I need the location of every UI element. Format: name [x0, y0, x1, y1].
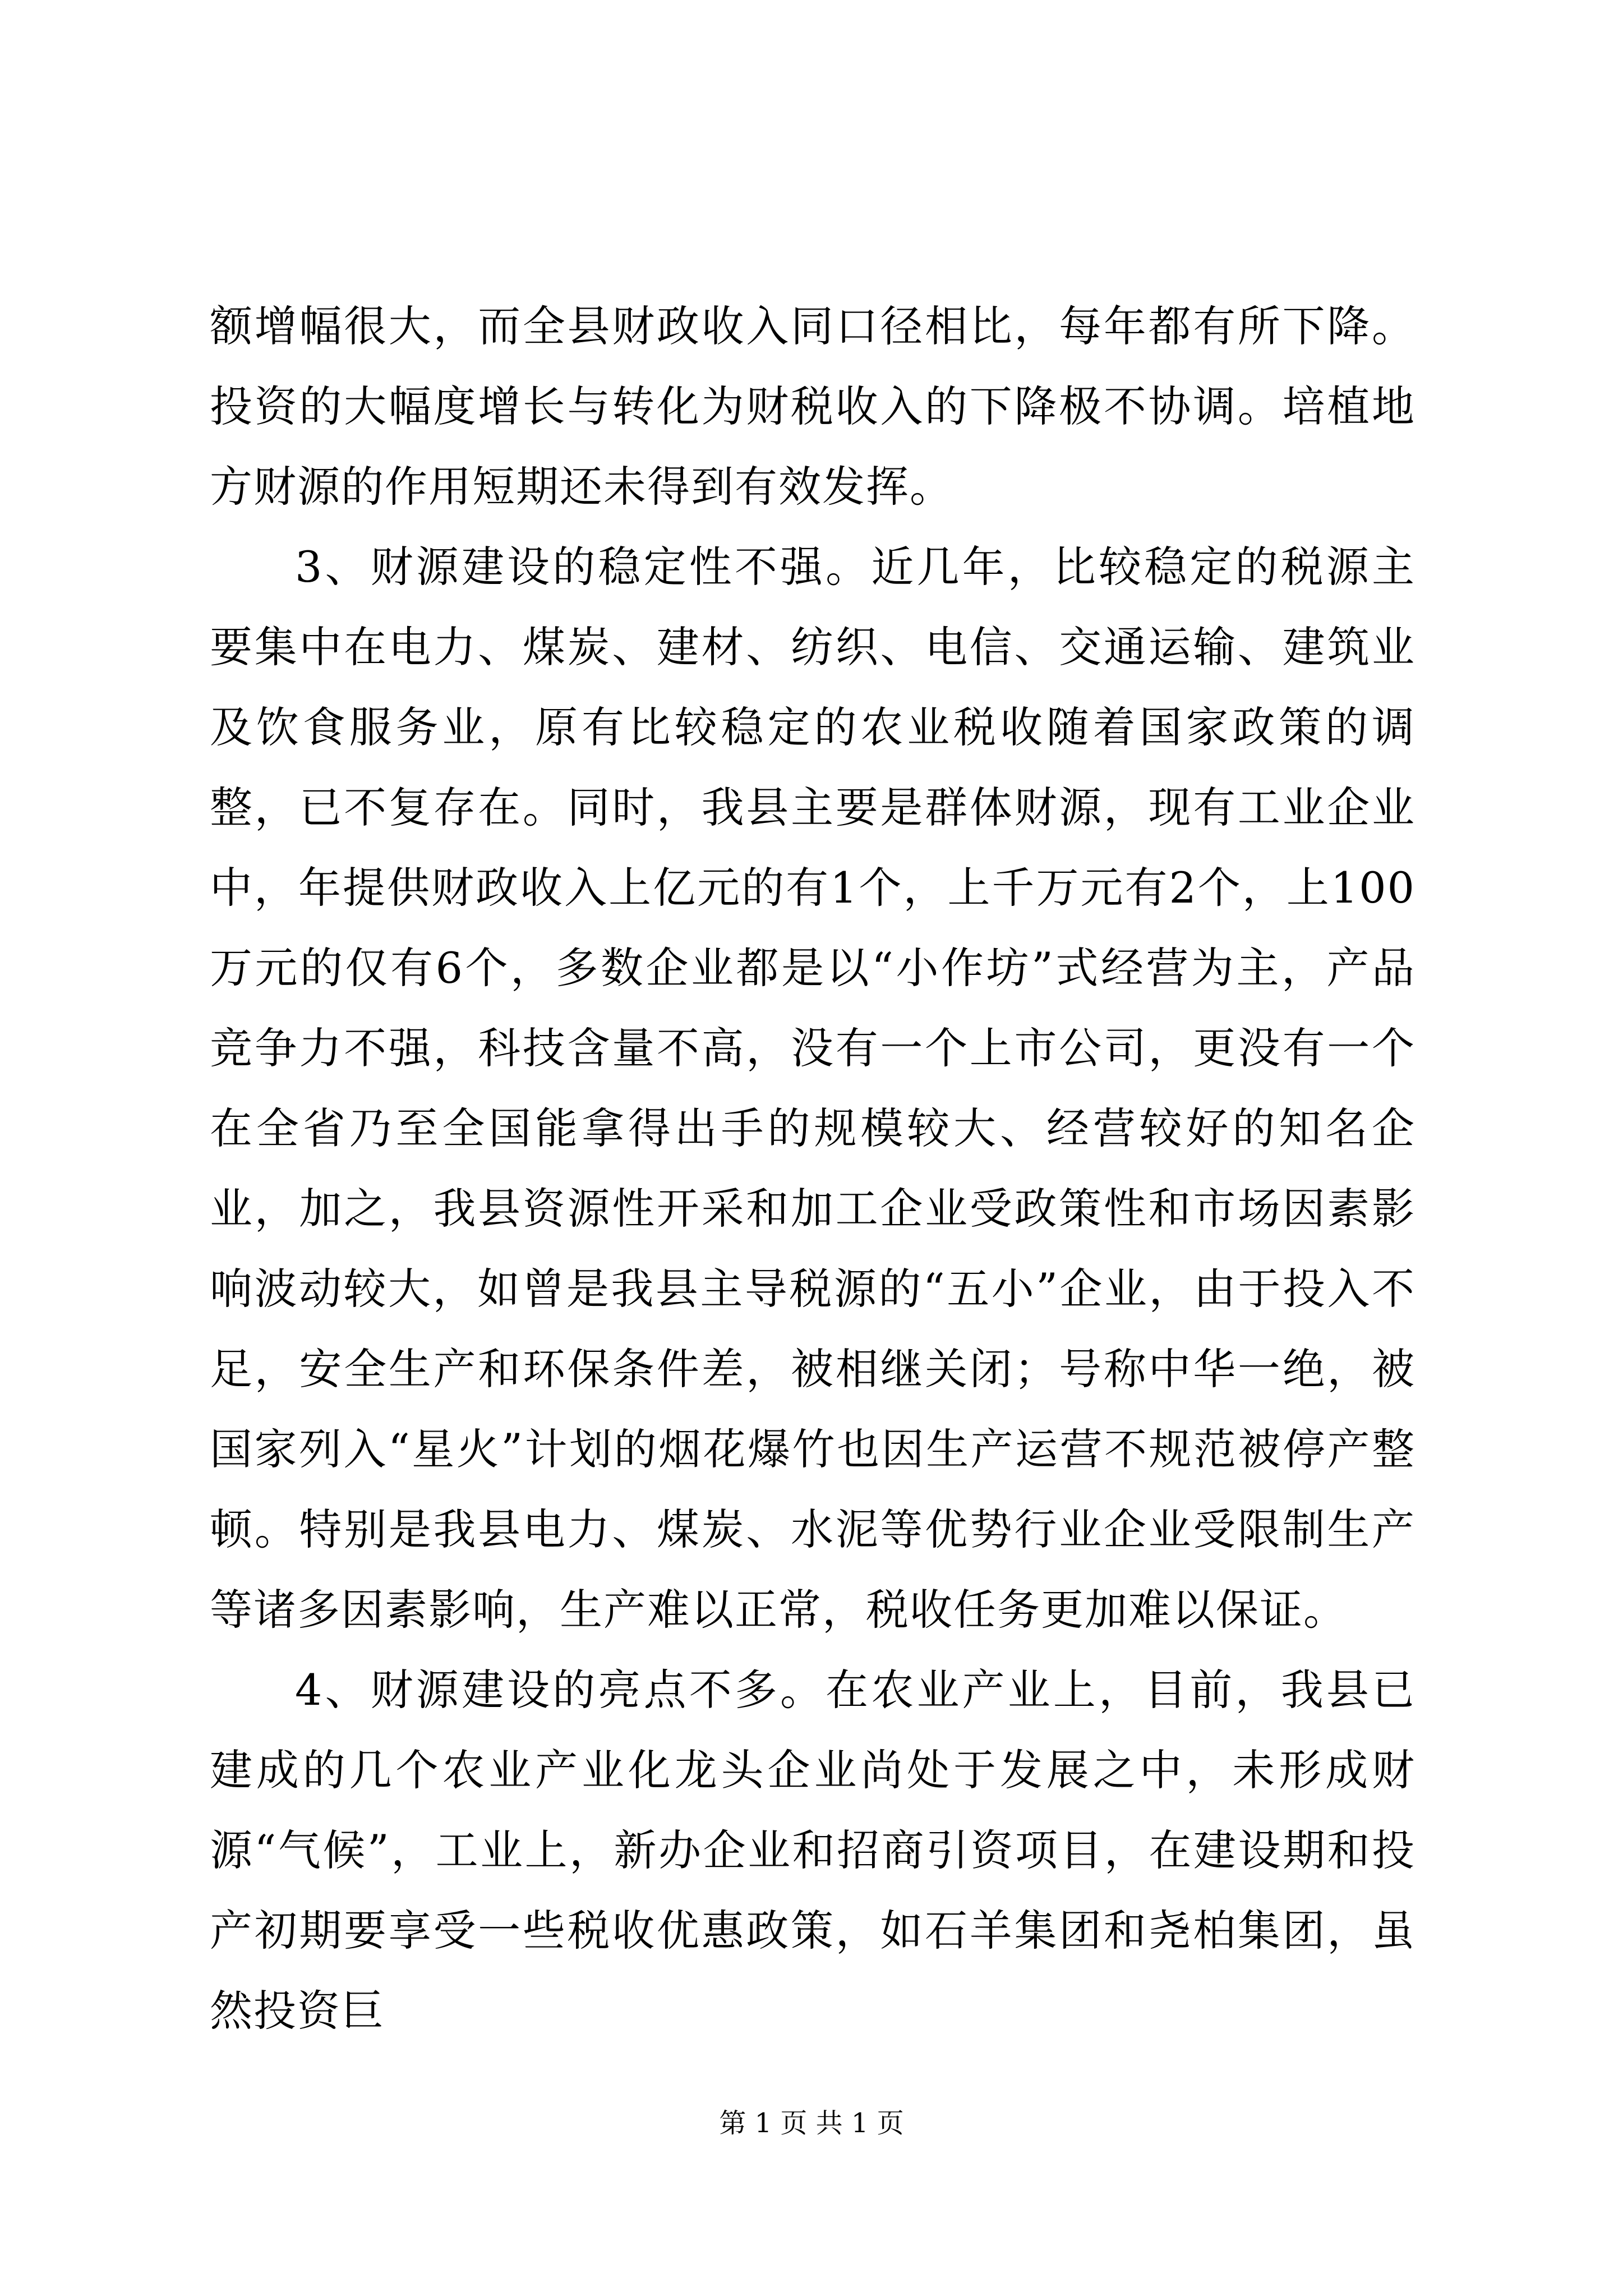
document-body [210, 286, 1415, 2051]
paragraph-highlights: 4、财源建设的亮点不多。在农业产业上，目前，我县已建成的几个农业产业化龙头企业尚处于发展之中，未形成财源“气候”，工业上，新办企业和招商引资项目，在建设期和投产初期要享受一些税收优惠政策，如石羊集团和尧柏集团，虽然投资巨 [210, 1665, 1415, 2036]
paragraph-continuation: 额增幅很大，而全县财政收入同口径相比，每年都有所下降。投资的大幅度增长与转化为财税收入的下降极不协调。培植地方财源的作用短期还未得到有效发挥。 [210, 301, 1415, 512]
page-footer: 第 1 页 共 1 页 [719, 2108, 904, 2139]
paragraph-stability: 3、财源建设的稳定性不强。近几年，比较稳定的税源主要集中在电力、煤炭、建材、纺织、电信、交通运输、建筑业及饮食服务业，原有比较稳定的农业税收随着国家政策的调整，已不复存在。同时，我县主要是群体财源，现有工业企业中，年提供财政收入上亿元的有1个，上千万元有2个，上100万元的仅有6个，多数企业都是以“小作坊”式经营为主，产品竞争力不强，科技含量不高，没有一个上市公司，更没有一个在全省乃至全国能拿得出手的规模较大、经营较好的知名企业，加之，我县资源性开采和加工企业受政策性和市场因素影响波动较大，如曾是我县主导税源的“五小”企业，由于投入不足，安全生产和环保条件差，被相继关闭；号称中华一绝，被国家列入“星火”计划的烟花爆竹也因生产运营不规范被停产整顿。特别是我县电力、煤炭、水泥等优势行业企业受限制生产等诸多因素影响，生产难以正常，税收任务更加难以保证。 [210, 542, 1415, 1635]
